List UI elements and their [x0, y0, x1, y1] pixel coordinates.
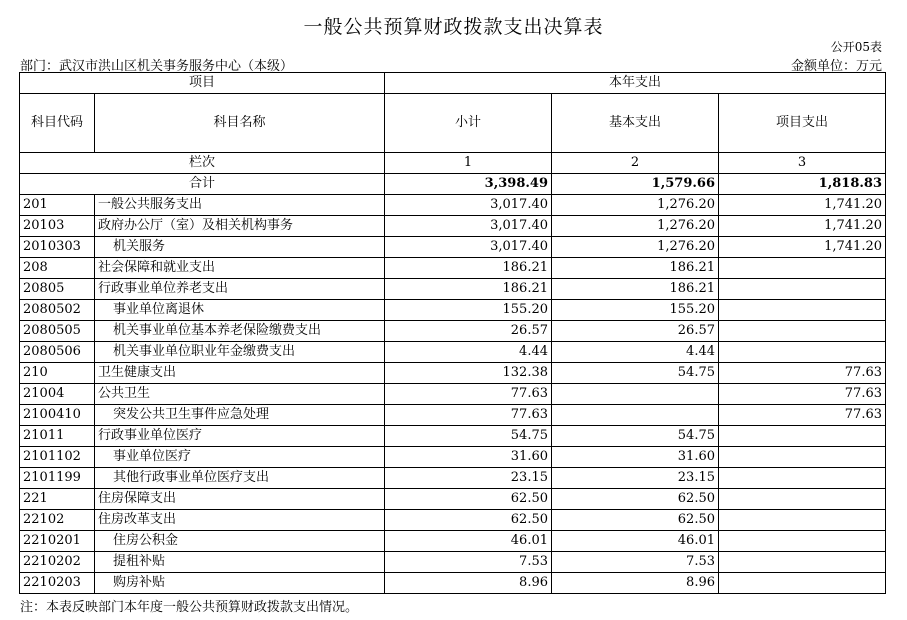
- subtotal-cell: 7.53: [385, 552, 552, 573]
- subject-name-cell: 行政事业单位养老支出: [95, 279, 385, 300]
- project-cell: [719, 321, 886, 342]
- subject-name-cell: 政府办公厅（室）及相关机构事务: [95, 216, 385, 237]
- subtotal-cell: 23.15: [385, 468, 552, 489]
- project-cell: 1,741.20: [719, 237, 886, 258]
- project-cell: [719, 552, 886, 573]
- subject-code-cell: 2210202: [20, 552, 95, 573]
- table-row: [20, 405, 886, 426]
- basic-cell: 1,276.20: [552, 195, 719, 216]
- subtotal-cell: 77.63: [385, 384, 552, 405]
- subtotal-cell: 4.44: [385, 342, 552, 363]
- subject-name-cell: 机关事业单位职业年金缴费支出: [95, 342, 385, 363]
- table-row: [20, 531, 886, 552]
- table-row: [20, 195, 886, 216]
- basic-cell: [552, 405, 719, 426]
- header-subject-code: 科目代码: [20, 94, 95, 153]
- project-cell: 77.63: [719, 384, 886, 405]
- subject-name-cell: 突发公共卫生事件应急处理: [95, 405, 385, 426]
- project-cell: [719, 447, 886, 468]
- subject-name-cell: 住房公积金: [95, 531, 385, 552]
- project-cell: [719, 426, 886, 447]
- header-project: 项目支出: [719, 94, 886, 153]
- table-row: [20, 510, 886, 531]
- subtotal-cell: 186.21: [385, 258, 552, 279]
- subject-name-cell: 卫生健康支出: [95, 363, 385, 384]
- subtotal-cell: 3,017.40: [385, 237, 552, 258]
- project-cell: 1,741.20: [719, 195, 886, 216]
- basic-cell: [552, 384, 719, 405]
- subtotal-cell: 31.60: [385, 447, 552, 468]
- subtotal-cell: 46.01: [385, 531, 552, 552]
- form-code-label: 公开05表: [830, 40, 882, 54]
- header-item: 项目: [20, 73, 385, 94]
- subject-code-cell: 2101199: [20, 468, 95, 489]
- project-cell: 1,741.20: [719, 216, 886, 237]
- project-cell: [719, 510, 886, 531]
- basic-cell: 62.50: [552, 510, 719, 531]
- basic-cell: 4.44: [552, 342, 719, 363]
- basic-cell: 155.20: [552, 300, 719, 321]
- subject-name-cell: 事业单位医疗: [95, 447, 385, 468]
- col-number-3: 3: [719, 153, 886, 174]
- table-row: [20, 300, 886, 321]
- subject-code-cell: 20103: [20, 216, 95, 237]
- subtotal-cell: 132.38: [385, 363, 552, 384]
- row-number-row: [20, 153, 886, 174]
- header-basic: 基本支出: [552, 94, 719, 153]
- table-row: [20, 258, 886, 279]
- subject-code-cell: 2080502: [20, 300, 95, 321]
- subject-code-cell: 2010303: [20, 237, 95, 258]
- subject-code-cell: 21011: [20, 426, 95, 447]
- header-subtotal: 小计: [385, 94, 552, 153]
- subject-code-cell: 2101102: [20, 447, 95, 468]
- subtotal-cell: 62.50: [385, 510, 552, 531]
- subject-name-cell: 住房保障支出: [95, 489, 385, 510]
- subject-name-cell: 社会保障和就业支出: [95, 258, 385, 279]
- subtotal-cell: 186.21: [385, 279, 552, 300]
- subject-name-cell: 行政事业单位医疗: [95, 426, 385, 447]
- project-cell: [719, 468, 886, 489]
- subject-name-cell: 机关服务: [95, 237, 385, 258]
- subject-name-cell: 其他行政事业单位医疗支出: [95, 468, 385, 489]
- basic-cell: 8.96: [552, 573, 719, 594]
- header-current-year: 本年支出: [385, 73, 886, 94]
- col-number-1: 1: [385, 153, 552, 174]
- project-cell: [719, 300, 886, 321]
- project-cell: [719, 531, 886, 552]
- basic-cell: 54.75: [552, 426, 719, 447]
- subject-code-cell: 221: [20, 489, 95, 510]
- header-row-columns: [20, 94, 886, 153]
- subject-code-cell: 2210201: [20, 531, 95, 552]
- subject-code-cell: 2080505: [20, 321, 95, 342]
- table-row: [20, 447, 886, 468]
- basic-cell: 186.21: [552, 258, 719, 279]
- subtotal-cell: 3,017.40: [385, 195, 552, 216]
- table-row: [20, 237, 886, 258]
- project-cell: 77.63: [719, 363, 886, 384]
- subject-code-cell: 208: [20, 258, 95, 279]
- subtotal-cell: 155.20: [385, 300, 552, 321]
- table-row: [20, 573, 886, 594]
- project-cell: [719, 573, 886, 594]
- total-subtotal: 3,398.49: [385, 174, 552, 195]
- subject-code-cell: 210: [20, 363, 95, 384]
- subject-name-cell: 公共卫生: [95, 384, 385, 405]
- project-cell: [719, 279, 886, 300]
- col-number-2: 2: [552, 153, 719, 174]
- header-row-group: [20, 73, 886, 94]
- footnote: 注：本表反映部门本年度一般公共预算财政拨款支出情况。: [20, 600, 359, 615]
- table-row: [20, 363, 886, 384]
- subtotal-cell: 8.96: [385, 573, 552, 594]
- total-basic: 1,579.66: [552, 174, 719, 195]
- total-row: [20, 174, 886, 195]
- project-cell: 77.63: [719, 405, 886, 426]
- subject-code-cell: 2210203: [20, 573, 95, 594]
- table-row: [20, 468, 886, 489]
- table-row: [20, 426, 886, 447]
- page-title: 一般公共预算财政拨款支出决算表: [303, 16, 604, 38]
- subject-name-cell: 事业单位离退休: [95, 300, 385, 321]
- basic-cell: 62.50: [552, 489, 719, 510]
- project-cell: [719, 258, 886, 279]
- row-number-label: 栏次: [20, 153, 385, 174]
- table-row: [20, 279, 886, 300]
- header-subject-name: 科目名称: [95, 94, 385, 153]
- project-cell: [719, 489, 886, 510]
- basic-cell: 1,276.20: [552, 237, 719, 258]
- basic-cell: 26.57: [552, 321, 719, 342]
- basic-cell: 46.01: [552, 531, 719, 552]
- table-row: [20, 489, 886, 510]
- subject-name-cell: 一般公共服务支出: [95, 195, 385, 216]
- subject-code-cell: 21004: [20, 384, 95, 405]
- basic-cell: 54.75: [552, 363, 719, 384]
- basic-cell: 1,276.20: [552, 216, 719, 237]
- subject-name-cell: 机关事业单位基本养老保险缴费支出: [95, 321, 385, 342]
- department-label: 部门：武汉市洪山区机关事务服务中心（本级）: [20, 59, 294, 74]
- table-row: [20, 321, 886, 342]
- subject-name-cell: 住房改革支出: [95, 510, 385, 531]
- subtotal-cell: 54.75: [385, 426, 552, 447]
- expenditure-table: [19, 72, 886, 594]
- subject-code-cell: 2080506: [20, 342, 95, 363]
- table-row: [20, 384, 886, 405]
- subtotal-cell: 3,017.40: [385, 216, 552, 237]
- total-project: 1,818.83: [719, 174, 886, 195]
- amount-unit-label: 金额单位：万元: [790, 59, 882, 74]
- project-cell: [719, 342, 886, 363]
- table-row: [20, 342, 886, 363]
- total-label: 合计: [20, 174, 385, 195]
- subject-code-cell: 20805: [20, 279, 95, 300]
- subtotal-cell: 26.57: [385, 321, 552, 342]
- basic-cell: 23.15: [552, 468, 719, 489]
- basic-cell: 7.53: [552, 552, 719, 573]
- subtotal-cell: 62.50: [385, 489, 552, 510]
- basic-cell: 31.60: [552, 447, 719, 468]
- basic-cell: 186.21: [552, 279, 719, 300]
- subtotal-cell: 77.63: [385, 405, 552, 426]
- subject-name-cell: 提租补贴: [95, 552, 385, 573]
- subject-code-cell: 201: [20, 195, 95, 216]
- subject-code-cell: 22102: [20, 510, 95, 531]
- table-row: [20, 216, 886, 237]
- subject-name-cell: 购房补贴: [95, 573, 385, 594]
- subject-code-cell: 2100410: [20, 405, 95, 426]
- table-row: [20, 552, 886, 573]
